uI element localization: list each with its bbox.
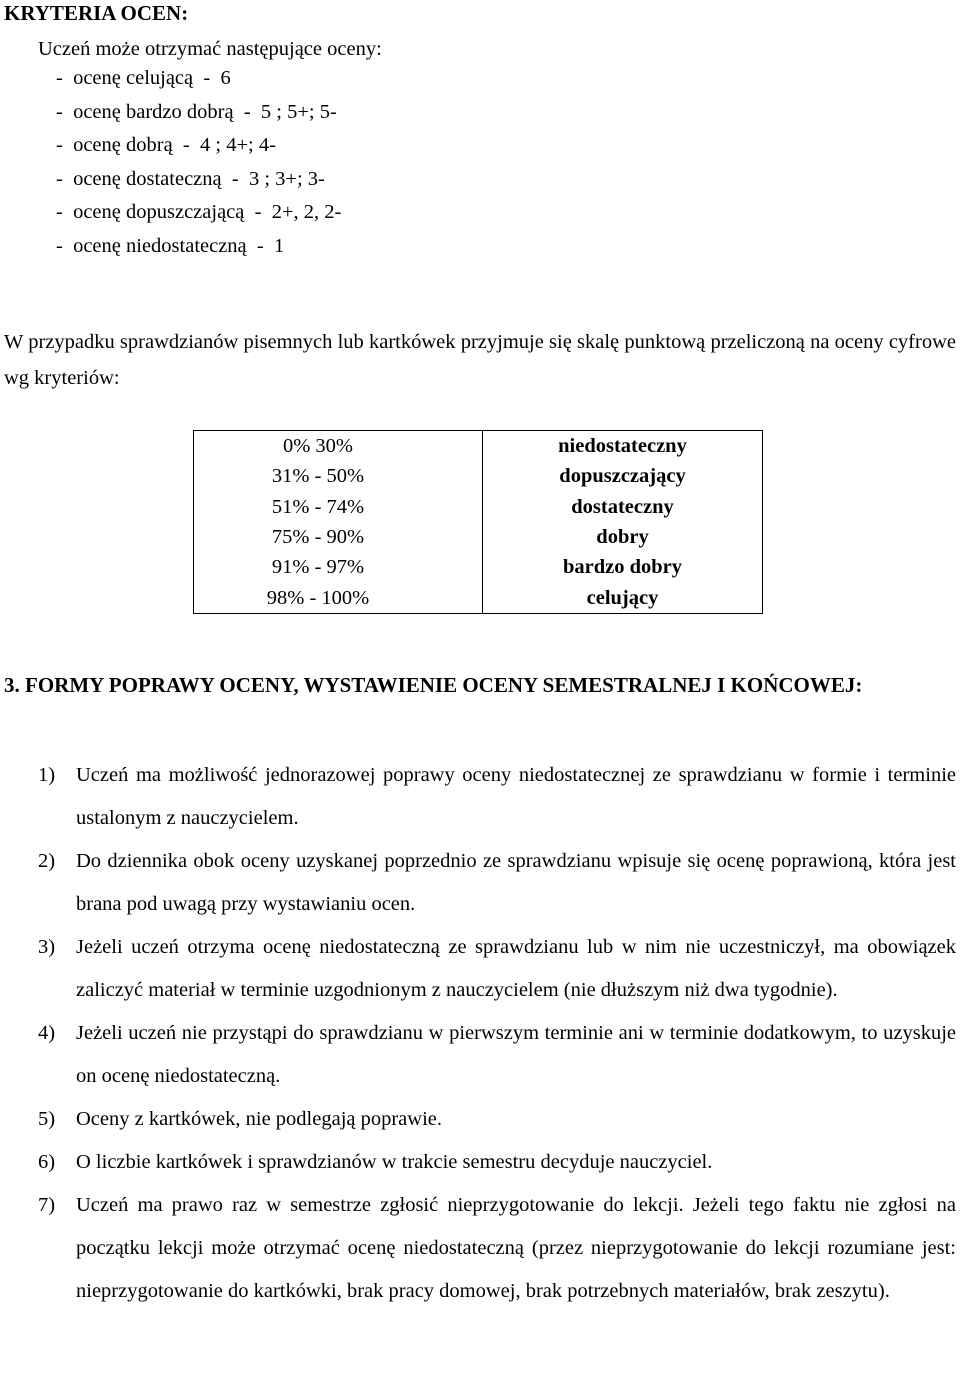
page-heading: KRYTERIA OCEN: [4, 1, 189, 25]
grade-item: - ocenę dostateczną - 3 ; 3+; 3- [56, 167, 325, 190]
grade-name: dobry [483, 522, 763, 552]
rule-number: 5) [38, 1108, 56, 1130]
table-row [194, 522, 763, 552]
rule-item [0, 754, 960, 840]
rule-number: 7) [38, 1194, 56, 1216]
grade-name: bardzo dobry [483, 552, 763, 582]
rule-number: 1) [38, 764, 56, 786]
rule-item [0, 1098, 960, 1141]
rule-number: 3) [38, 936, 56, 958]
rule-item [0, 1184, 960, 1313]
rule-text: Do dziennika obok oceny uzyskanej poprzednio ze sprawdzianu wpisuje się ocenę poprawioną, która jest brana pod uwagą przy wystawianiu ocen. [76, 850, 956, 915]
table-row [194, 431, 763, 462]
scale-description [4, 324, 956, 396]
grade-name: dopuszczający [483, 461, 763, 491]
percent-range: 0% 30% [194, 431, 483, 462]
table-row [194, 461, 763, 491]
rule-number: 4) [38, 1022, 56, 1044]
rules-list [0, 754, 960, 1313]
intro-text: Uczeń może otrzymać następujące oceny: [38, 38, 382, 60]
percent-range: 51% - 74% [194, 492, 483, 522]
rule-item [0, 1012, 960, 1098]
grade-name: celujący [483, 582, 763, 613]
grades-list [56, 62, 341, 264]
table-row [194, 582, 763, 613]
percent-range: 91% - 97% [194, 552, 483, 582]
grade-name: dostateczny [483, 492, 763, 522]
percent-range: 75% - 90% [194, 522, 483, 552]
rule-item [0, 840, 960, 926]
grade-item: - ocenę dopuszczającą - 2+, 2, 2- [56, 201, 342, 224]
table-row [194, 492, 763, 522]
grading-scale-table [193, 430, 763, 614]
percent-range: 98% - 100% [194, 582, 483, 613]
rule-text: O liczbie kartkówek i sprawdzianów w trakcie semestru decyduje nauczyciel. [76, 1151, 713, 1173]
rule-text: Oceny z kartkówek, nie podlegają poprawie. [76, 1108, 443, 1130]
rule-text: Uczeń ma możliwość jednorazowej poprawy oceny niedostatecznej ze sprawdzianu w formie i terminie ustalonym z nauczycielem. [76, 764, 956, 829]
rule-item [0, 926, 960, 1012]
rule-item [0, 1141, 960, 1184]
grade-item: - ocenę bardzo dobrą - 5 ; 5+; 5- [56, 100, 337, 123]
section-title: 3. FORMY POPRAWY OCENY, WYSTAWIENIE OCENY SEMESTRALNEJ I KOŃCOWEJ: [4, 673, 863, 697]
grade-item: - ocenę dobrą - 4 ; 4+; 4- [56, 134, 276, 157]
rule-number: 6) [38, 1151, 56, 1173]
grade-item: - ocenę celującą - 6 [56, 67, 231, 89]
percent-range: 31% - 50% [194, 461, 483, 491]
rule-number: 2) [38, 850, 56, 872]
rule-text: Jeżeli uczeń nie przystąpi do sprawdzianu w pierwszym terminie ani w terminie dodatkowym, to uzyskuje on ocenę niedostateczną. [76, 1022, 956, 1087]
grade-item: - ocenę niedostateczną - 1 [56, 234, 285, 257]
table-row [194, 552, 763, 582]
rule-text: Uczeń ma prawo raz w semestrze zgłosić nieprzygotowanie do lekcji. Jeżeli tego faktu nie zgłosi na początku lekcji może otrzymać ocenę niedostateczną (przez nieprzygotowanie do lekcji rozumiane jest: nieprzygotowanie do kartkówki, brak pracy domowej, brak potrzebnych materiałów, brak zeszytu). [76, 1194, 956, 1302]
grade-name: niedostateczny [483, 431, 763, 462]
rule-text: Jeżeli uczeń otrzyma ocenę niedostateczną ze sprawdzianu lub w nim nie uczestniczył, ma obowiązek zaliczyć materiał w terminie uzgodnionym z nauczycielem (nie dłuższym niż dwa tygodnie). [76, 936, 956, 1001]
scale-description-text: W przypadku sprawdzianów pisemnych lub kartkówek przyjmuje się skalę punktową przeliczoną na oceny cyfrowe wg kryteriów: [4, 331, 956, 389]
